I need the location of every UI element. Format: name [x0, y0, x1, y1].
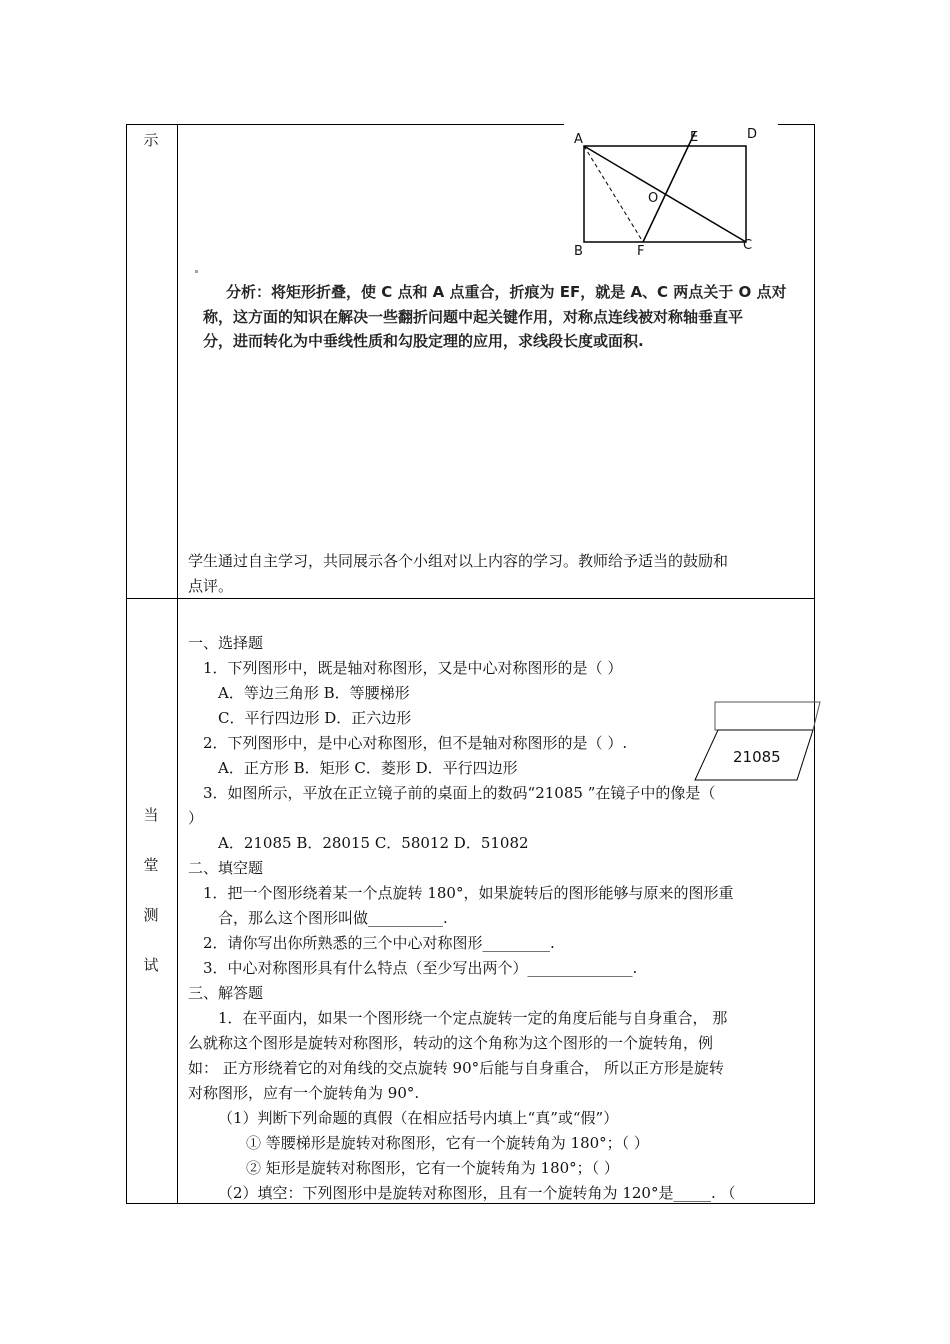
section-answer-title: 三、解答题 — [188, 984, 264, 1002]
question-3-line-2: ） — [188, 809, 204, 827]
side-char-ce: 测 — [143, 906, 159, 924]
side-char-shi: 示 — [143, 131, 159, 149]
mirror-figure — [685, 698, 825, 788]
question-3-options: A．21085 B．28015 C．58012 D．51082 — [218, 834, 529, 852]
point-label-f: F — [637, 244, 645, 259]
side-char-dang: 当 — [143, 806, 159, 824]
answer-1-line-1: 1．在平面内，如果一个图形绕一个定点旋转一定的角度后能与自身重合， 那 — [218, 1009, 728, 1027]
fold-line-ef — [643, 132, 695, 242]
question-1: 1．下列图形中，既是轴对称图形，又是中心对称图形的是（ ） — [203, 659, 623, 677]
table-row-divider — [126, 598, 815, 599]
section-choice-title: 一、选择题 — [188, 634, 264, 652]
part-1-item-a: ① 等腰梯形是旋转对称图形，它有一个旋转角为 180°；（ ） — [246, 1134, 649, 1152]
question-2-options: A．正方形 B．矩形 C．菱形 D．平行四边形 — [218, 759, 518, 777]
point-label-d: D — [747, 127, 758, 142]
part-2-prompt: （2）填空：下列图形中是旋转对称图形，且有一个旋转角为 120°是_____. （ — [218, 1184, 736, 1202]
table-divider-vertical — [177, 124, 178, 1204]
table-top-border-left — [126, 124, 564, 125]
fill-1-line-2: 合，那么这个图形叫做__________. — [218, 909, 448, 927]
table-left-border — [126, 124, 127, 1204]
table-top-border-right — [778, 124, 815, 125]
question-1-options-cd: C．平行四边形 D．正六边形 — [218, 709, 412, 727]
analysis-line-1: 分析：将矩形折叠，使 C 点和 A 点重合，折痕为 EF，就是 A、C 两点关于 O 点对 — [226, 283, 787, 301]
question-3-line-1: 3．如图所示，平放在正立镜子前的桌面上的数码“21085 ”在镜子中的像是（ — [203, 784, 716, 802]
fill-3: 3．中心对称图形具有什么特点（至少写出两个）______________. — [203, 959, 638, 977]
side-char-shi2: 试 — [143, 956, 159, 974]
point-label-e: E — [690, 130, 699, 145]
answer-1-line-3: 如： 正方形绕着它的对角线的交点旋转 90°后能与自身重合， 所以正方形是旋转 — [188, 1059, 724, 1077]
mirror-number: 21085 — [733, 748, 781, 766]
fill-1-line-1: 1．把一个图形绕着某一个点旋转 180°，如果旋转后的图形能够与原来的图形重 — [203, 884, 734, 902]
part-1-item-b: ② 矩形是旋转对称图形，它有一个旋转角为 180°；（ ） — [246, 1159, 619, 1177]
table-right-border — [814, 124, 815, 1204]
analysis-line-2: 称，这方面的知识在解决一些翻折问题中起关键作用，对称点连线被对称轴垂直平 — [203, 308, 744, 326]
point-label-a: A — [574, 132, 583, 147]
point-label-c: C — [743, 238, 753, 253]
student-line-1: 学生通过自主学习，共同展示各个小组对以上内容的学习。教师给予适当的鼓励和 — [188, 552, 729, 570]
student-line-2: 点评。 — [188, 577, 234, 595]
answer-1-line-4: 对称图形，应有一个旋转角为 90°. — [188, 1084, 420, 1102]
point-label-o: O — [648, 191, 659, 206]
part-1-prompt: （1）判断下列命题的真假（在相应括号内填上“真”或“假”） — [218, 1109, 619, 1127]
question-1-options-ab: A．等边三角形 B．等腰梯形 — [218, 684, 410, 702]
analysis-line-3: 分，进而转化为中垂线性质和勾股定理的应用，求线段长度或面积. — [203, 332, 644, 350]
mirror-top-parallelogram — [715, 702, 820, 730]
point-label-b: B — [574, 244, 583, 259]
dashed-af — [584, 146, 643, 242]
answer-1-line-2: 么就称这个图形是旋转对称图形，转动的这个角称为这个图形的一个旋转角，例 — [188, 1034, 714, 1052]
question-2: 2．下列图形中，是中心对称图形，但不是轴对称图形的是（ ）. — [203, 734, 628, 752]
small-dot — [195, 270, 198, 273]
table-bottom-border — [126, 1203, 815, 1204]
fill-2: 2．请你写出你所熟悉的三个中心对称图形_________. — [203, 934, 555, 952]
side-char-tang: 堂 — [143, 856, 159, 874]
section-fill-title: 二、填空题 — [188, 859, 264, 877]
